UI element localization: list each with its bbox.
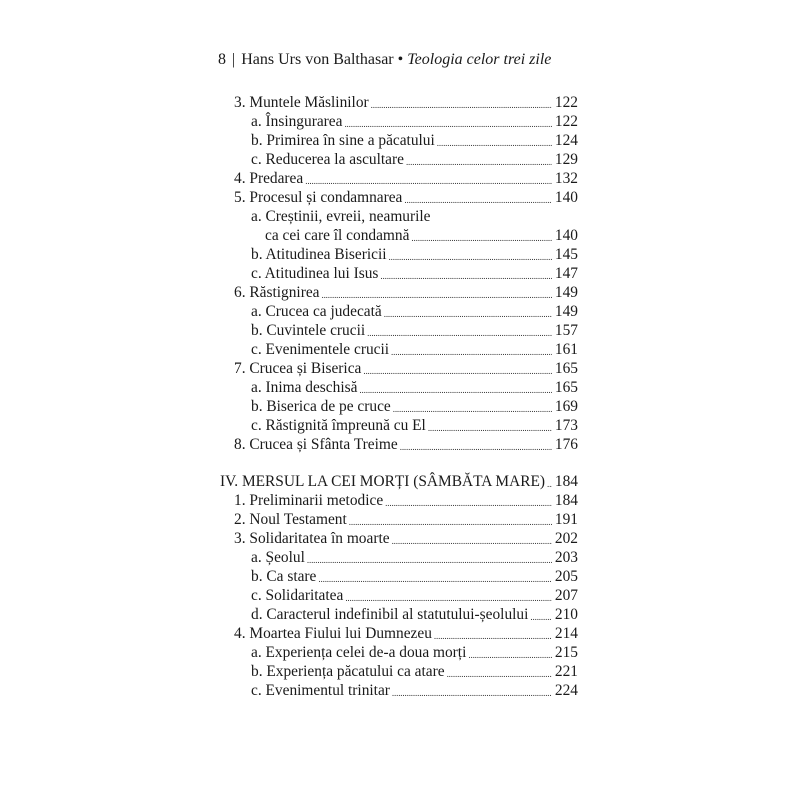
toc-entry-page: 224 bbox=[554, 682, 578, 699]
dot-leader bbox=[530, 610, 552, 624]
toc-entry-title: 3. Muntele Măslinilor bbox=[234, 94, 369, 111]
toc-entry-title: b. Atitudinea Bisericii bbox=[251, 246, 387, 263]
header-bullet: • bbox=[397, 51, 404, 68]
dot-leader bbox=[349, 515, 552, 529]
dot-leader bbox=[307, 553, 552, 567]
dot-leader bbox=[404, 193, 552, 207]
toc-entry-page: 205 bbox=[554, 568, 578, 585]
toc-entry bbox=[234, 435, 578, 454]
toc-entry bbox=[234, 359, 578, 378]
toc-entry-title: 4. Moartea Fiului lui Dumnezeu bbox=[234, 625, 432, 642]
toc-entry-title: b. Experiența păcatului ca atare bbox=[251, 663, 445, 680]
dot-leader bbox=[434, 629, 552, 643]
toc-entry-title: 4. Predarea bbox=[234, 170, 304, 187]
toc-entry-page: 132 bbox=[554, 170, 578, 187]
toc-entry-title: 1. Preliminarii metodice bbox=[234, 492, 384, 509]
toc-entry-title: 6. Răstignirea bbox=[234, 284, 320, 301]
toc-entry-page: 124 bbox=[554, 132, 578, 149]
toc-entry-page: 165 bbox=[554, 379, 578, 396]
dot-leader bbox=[384, 307, 552, 321]
dot-leader bbox=[321, 288, 551, 302]
toc-entry-page: 165 bbox=[554, 360, 578, 377]
toc-entry bbox=[251, 643, 578, 662]
toc-entry bbox=[251, 605, 578, 624]
toc-entry-page: 147 bbox=[554, 265, 578, 282]
toc-entry-title: b. Ca stare bbox=[251, 568, 317, 585]
toc-entry bbox=[251, 416, 578, 435]
toc-entry bbox=[234, 491, 578, 510]
toc-entry bbox=[234, 188, 578, 207]
dot-leader bbox=[371, 98, 552, 112]
dot-leader bbox=[392, 686, 552, 700]
dot-leader bbox=[345, 591, 552, 605]
dot-leader bbox=[367, 326, 552, 340]
toc-entry-page: 207 bbox=[554, 587, 578, 604]
toc-entry-title: 8. Crucea și Sfânta Treime bbox=[234, 436, 398, 453]
dot-leader bbox=[380, 269, 552, 283]
toc-entry-page: 202 bbox=[554, 530, 578, 547]
toc-entry-page: 169 bbox=[554, 398, 578, 415]
dot-leader bbox=[447, 667, 552, 681]
toc-entry bbox=[251, 662, 578, 681]
toc-entry-page: 191 bbox=[554, 511, 578, 528]
toc-entry-page: 173 bbox=[554, 417, 578, 434]
dot-leader bbox=[411, 231, 551, 245]
toc-entry-title: a. Șeolul bbox=[251, 549, 305, 566]
dot-leader bbox=[363, 364, 552, 378]
dot-leader bbox=[400, 440, 552, 454]
toc-entry-page: 184 bbox=[554, 492, 578, 509]
toc-entry bbox=[251, 681, 578, 700]
dot-leader bbox=[305, 174, 552, 188]
page-number: 8 bbox=[218, 51, 226, 68]
author-name: Hans Urs von Balthasar bbox=[241, 51, 394, 68]
toc-entry-title: 5. Procesul și condamnarea bbox=[234, 189, 403, 206]
dot-leader bbox=[468, 648, 552, 662]
toc-entry bbox=[234, 93, 578, 112]
toc-entry-title: ca cei care îl condamnă bbox=[265, 227, 410, 244]
toc-entry bbox=[251, 397, 578, 416]
toc-entry-page: 149 bbox=[554, 303, 578, 320]
running-header bbox=[218, 50, 551, 70]
toc-entry bbox=[251, 264, 578, 283]
toc-entry-page: 161 bbox=[554, 341, 578, 358]
toc-entry-title: 7. Crucea și Biserica bbox=[234, 360, 362, 377]
toc-entry-page: 157 bbox=[554, 322, 578, 339]
toc-entry-title: a. Experiența celei de-a doua morți bbox=[251, 644, 467, 661]
dot-leader bbox=[393, 402, 552, 416]
toc-entry-title: b. Biserica de pe cruce bbox=[251, 398, 391, 415]
toc-entry bbox=[251, 548, 578, 567]
toc-entry-page: 122 bbox=[554, 94, 578, 111]
toc-entry bbox=[251, 131, 578, 150]
dot-leader bbox=[385, 496, 552, 510]
toc-entry bbox=[234, 529, 578, 548]
toc-entry-title: 3. Solidaritatea în moarte bbox=[234, 530, 390, 547]
toc-entry-page: 140 bbox=[554, 189, 578, 206]
toc-entry-title: 2. Noul Testament bbox=[234, 511, 347, 528]
toc-entry-page: 176 bbox=[554, 436, 578, 453]
header-separator: | bbox=[232, 51, 236, 68]
toc-entry-title: c. Solidaritatea bbox=[251, 587, 344, 604]
toc-entry-page: 129 bbox=[554, 151, 578, 168]
dot-leader bbox=[344, 117, 551, 131]
book-title: Teologia celor trei zile bbox=[407, 51, 552, 68]
dot-leader bbox=[392, 534, 552, 548]
toc-entry-page: 210 bbox=[554, 606, 578, 623]
toc-entry-title: c. Răstignită împreună cu El bbox=[251, 417, 426, 434]
toc-entry bbox=[251, 321, 578, 340]
toc-entry-title: b. Cuvintele crucii bbox=[251, 322, 366, 339]
toc-entry bbox=[265, 226, 578, 245]
toc-entry-line: a. Creștinii, evreii, neamurile bbox=[251, 208, 431, 225]
toc-entry-page: 184 bbox=[554, 473, 578, 490]
toc-entry-page: 140 bbox=[554, 227, 578, 244]
toc-entry bbox=[251, 302, 578, 321]
toc-entry bbox=[234, 169, 578, 188]
toc-entry-title: a. Inima deschisă bbox=[251, 379, 358, 396]
toc-entry-title: c. Evenimentele crucii bbox=[251, 341, 390, 358]
toc-entry bbox=[251, 567, 578, 586]
toc-entry-page: 145 bbox=[554, 246, 578, 263]
toc-entry bbox=[234, 283, 578, 302]
toc-entry-title: a. Însingurarea bbox=[251, 113, 343, 130]
dot-leader bbox=[406, 155, 552, 169]
toc-entry-page: 215 bbox=[554, 644, 578, 661]
dot-leader bbox=[318, 572, 552, 586]
toc-entry-title: c. Atitudinea lui Isus bbox=[251, 265, 379, 282]
toc-entry-title: IV. MERSUL LA CEI MORȚI (SÂMBĂTA MARE) bbox=[220, 473, 545, 490]
toc-entry bbox=[251, 378, 578, 397]
toc-entry-title: c. Evenimentul trinitar bbox=[251, 682, 390, 699]
toc-entry-page: 203 bbox=[554, 549, 578, 566]
toc-entry-title: c. Reducerea la ascultare bbox=[251, 151, 404, 168]
toc-entry bbox=[251, 340, 578, 359]
toc-entry bbox=[251, 112, 578, 131]
toc-entry bbox=[234, 510, 578, 529]
toc-entry-title: b. Primirea în sine a păcatului bbox=[251, 132, 435, 149]
toc-entry bbox=[234, 624, 578, 643]
toc-entry-page: 214 bbox=[554, 625, 578, 642]
toc-entry bbox=[251, 245, 578, 264]
toc-entry-title: a. Crucea ca judecată bbox=[251, 303, 382, 320]
dot-leader bbox=[437, 136, 552, 150]
dot-leader bbox=[359, 383, 551, 397]
toc-entry-title: d. Caracterul indefinibil al statutului-șeolului bbox=[251, 606, 529, 623]
toc-entry-page: 221 bbox=[554, 663, 578, 680]
dot-leader bbox=[428, 421, 552, 435]
toc-entry bbox=[251, 150, 578, 169]
toc-entry-page: 149 bbox=[554, 284, 578, 301]
toc-chapter-entry bbox=[220, 472, 578, 491]
toc-entry bbox=[251, 586, 578, 605]
dot-leader bbox=[547, 477, 552, 491]
toc-entry-page: 122 bbox=[554, 113, 578, 130]
dot-leader bbox=[389, 250, 552, 264]
dot-leader bbox=[391, 345, 552, 359]
